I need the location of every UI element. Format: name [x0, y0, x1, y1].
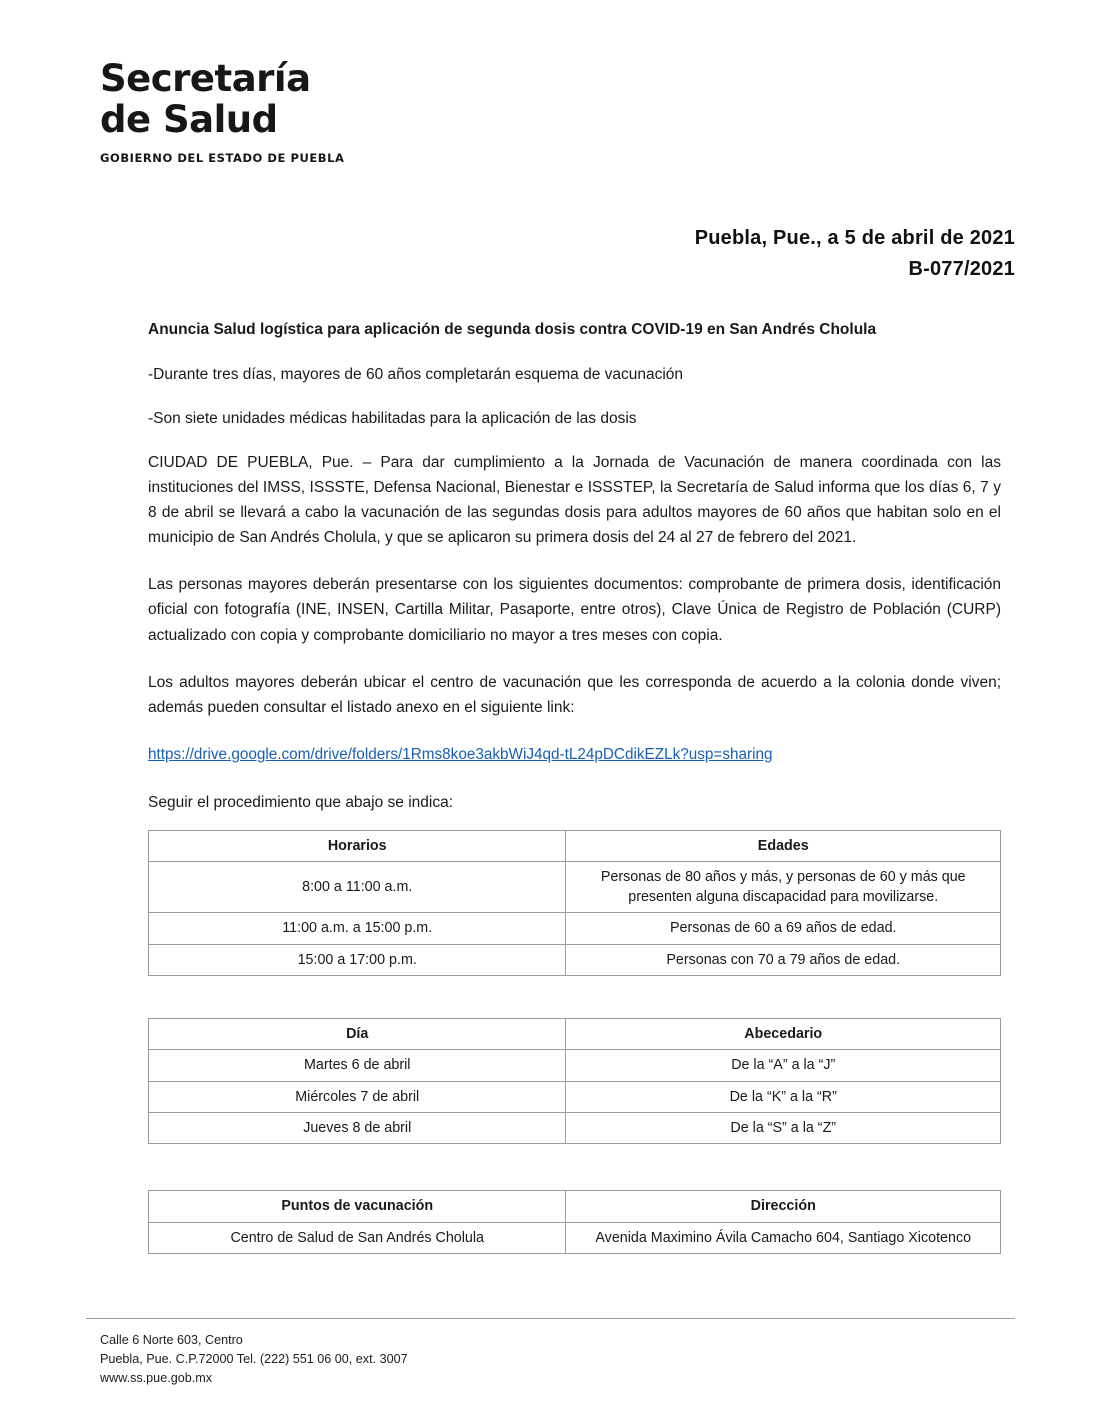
cell-abecedario: De la “S” a la “Z” — [566, 1112, 1001, 1143]
cell-edad: Personas con 70 a 79 años de edad. — [566, 944, 1001, 975]
press-release-headline: Anuncia Salud logística para aplicación de segunda dosis contra COVID-19 en San Andrés Cholula — [148, 320, 877, 338]
column-header-horarios: Horarios — [149, 830, 566, 861]
org-subtitle: GOBIERNO DEL ESTADO DE PUEBLA — [100, 150, 345, 165]
cell-abecedario: De la “A” a la “J” — [566, 1050, 1001, 1081]
letterhead — [100, 58, 1015, 165]
cell-dia: Martes 6 de abril — [149, 1050, 566, 1081]
cell-horario: 8:00 a 11:00 a.m. — [149, 861, 566, 913]
link-paragraph — [148, 742, 1001, 768]
column-header-abecedario: Abecedario — [566, 1019, 1001, 1050]
cell-edad: Personas de 60 a 69 años de edad. — [566, 913, 1001, 944]
subheadline-1: -Durante tres días, mayores de 60 años completarán esquema de vacunación — [148, 366, 684, 384]
footer-website: www.ss.pue.gob.mx — [100, 1371, 212, 1386]
document-body — [86, 319, 1015, 1254]
cell-abecedario: De la “K” a la “R” — [566, 1081, 1001, 1112]
schedule-table — [148, 830, 1001, 976]
place-and-date: Puebla, Pue., a 5 de abril de 2021 — [694, 226, 1015, 249]
table-row — [149, 1112, 1001, 1143]
org-name-line-1: Secretaría — [100, 57, 311, 100]
bulletin-number: B-077/2021 — [908, 257, 1015, 280]
drive-folder-link[interactable]: https://drive.google.com/drive/folders/1Rms8koe3akbWiJ4qd-tL24pDCdikEZLk?usp=sharing — [148, 745, 773, 763]
cell-direccion: Avenida Maximino Ávila Camacho 604, Santiago Xicotenco — [566, 1222, 1001, 1253]
table-row — [149, 913, 1001, 944]
table-header-row — [149, 830, 1001, 861]
table-row — [149, 944, 1001, 975]
table-row — [149, 861, 1001, 913]
vaccination-sites-table — [148, 1190, 1001, 1254]
column-header-direccion: Dirección — [566, 1191, 1001, 1222]
cell-dia: Miércoles 7 de abril — [149, 1081, 566, 1112]
table-row — [149, 1050, 1001, 1081]
cell-edad: Personas de 80 años y más, y personas de 60 y más que presenten alguna discapacidad para movilizarse. — [566, 861, 1001, 913]
spacer — [148, 1006, 1001, 1018]
paragraph-2: Las personas mayores deberán presentarse con los siguientes documentos: comprobante de primera dosis, identificación oficial con fotografía (INE, INSEN, Cartilla Militar, Pasaporte, entre otros), Clave Única de Registro de Población (CURP) actualizado con copia y comprobante domiciliario no mayor a tres meses con copia. — [148, 576, 1001, 644]
column-header-dia: Día — [149, 1019, 566, 1050]
table-row — [149, 1222, 1001, 1253]
footer-address-line-1: Calle 6 Norte 603, Centro — [100, 1333, 243, 1348]
days-table — [148, 1018, 1001, 1144]
procedure-intro: Seguir el procedimiento que abajo se indica: — [148, 793, 454, 811]
org-name-line-2: de Salud — [100, 98, 278, 142]
date-block — [86, 227, 1015, 281]
cell-dia: Jueves 8 de abril — [149, 1112, 566, 1143]
cell-horario: 11:00 a.m. a 15:00 p.m. — [149, 913, 566, 944]
table-header-row — [149, 1191, 1001, 1222]
cell-punto: Centro de Salud de San Andrés Cholula — [149, 1222, 566, 1253]
footer-divider — [86, 1318, 1015, 1319]
table-header-row — [149, 1019, 1001, 1050]
page-footer — [86, 1318, 1015, 1388]
spacer — [148, 1174, 1001, 1190]
footer-address-line-2: Puebla, Pue. C.P.72000 Tel. (222) 551 06 00, ext. 3007 — [100, 1352, 408, 1367]
cell-horario: 15:00 a 17:00 p.m. — [149, 944, 566, 975]
column-header-edades: Edades — [566, 830, 1001, 861]
table-row — [149, 1081, 1001, 1112]
subheadline-2: -Son siete unidades médicas habilitadas para la aplicación de las dosis — [148, 409, 637, 427]
paragraph-3: Los adultos mayores deberán ubicar el centro de vacunación que les corresponda de acuerdo a la colonia donde viven; además pueden consultar el listado anexo en el siguiente link: — [148, 673, 1001, 716]
paragraph-1: CIUDAD DE PUEBLA, Pue. – Para dar cumplimiento a la Jornada de Vacunación de manera coordinada con las instituciones del IMSS, ISSSTE, Defensa Nacional, Bienestar e ISSSTEP, la Secretaría de Salud informa que los días 6, 7 y 8 de abril se llevará a cabo la vacunación de las segundas dosis para adultos mayores de 60 años que habitan solo en el municipio de San Andrés Cholula, y que se aplicaron su primera dosis del 24 al 27 de febrero del 2021. — [148, 453, 1001, 547]
column-header-puntos: Puntos de vacunación — [149, 1191, 566, 1222]
